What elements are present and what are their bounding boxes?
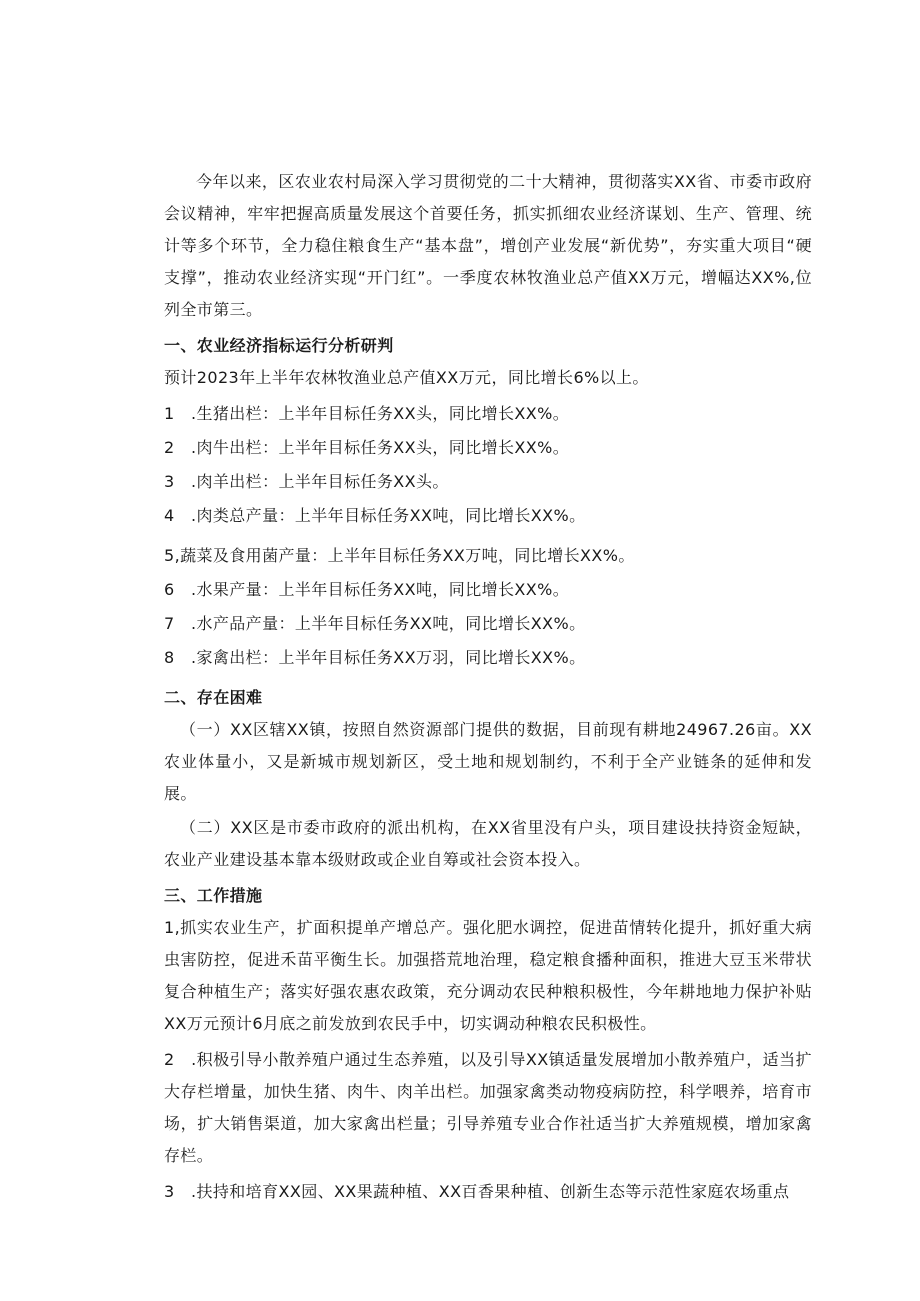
- list-item-3: 3 .肉羊出栏：上半年目标任务XX头。: [164, 472, 449, 491]
- list-item-1: 1 .生猪出栏：上半年目标任务XX头，同比增长XX%。: [164, 404, 570, 423]
- section-1-heading: 一、农业经济指标运行分析研判: [164, 336, 394, 355]
- section-2-paragraph-2-text: （二）XX区是市委市政府的派出机构，在XX省里没有户头，项目建设扶持资金短缺，农业产业建设基本靠本级财政或企业自筹或社会资本投入。: [164, 818, 812, 869]
- list-item-6: 6 .水果产量：上半年目标任务XX吨，同比增长XX%。: [164, 580, 570, 599]
- section-3-paragraph-2: 2 .积极引导小散养殖户通过生态养殖，以及引导XX镇适量发展增加小散养殖户，适当扩大存栏增量，加快生猪、肉牛、肉羊出栏。加强家禽类动物疫病防控，科学喂养，培育市场，扩大销售渠道，加大家禽出栏量；引导养殖专业合作社适当扩大养殖规模，增加家禽存栏。: [164, 1050, 812, 1165]
- list-item-7: 7 .水产品产量：上半年目标任务XX吨，同比增长XX%。: [164, 614, 586, 633]
- list-item-4: 4 .肉类总产量：上半年目标任务XX吨，同比增长XX%。: [164, 506, 586, 525]
- section-2-paragraph-2: [164, 812, 812, 876]
- section-3-heading: 三、工作措施: [164, 886, 263, 905]
- section-1-lead: 预计2023年上半年农林牧渔业总产值XX万元，同比增长6%以上。: [164, 368, 649, 387]
- section-2-heading: 二、存在困难: [164, 688, 263, 707]
- section-2-paragraph-1: [164, 714, 812, 810]
- intro-paragraph: 今年以来，区农业农村局深入学习贯彻党的二十大精神，贯彻落实XX省、市委市政府会议精神，牢牢把握高质量发展这个首要任务，抓实抓细农业经济谋划、生产、管理、统计等多个环节，全力稳住粮食生产“基本盘”，增创产业发展“新优势”，夯实重大项目“硬支撑”，推动农业经济实现“开门红”。一季度农林牧渔业总产值XX万元，增幅达XX%,位列全市第三。: [164, 172, 812, 319]
- list-item-8: 8 .家禽出栏：上半年目标任务XX万羽，同比增长XX%。: [164, 648, 586, 667]
- section-3-paragraph-1: 1,抓实农业生产，扩面积提单产增总产。强化肥水调控，促进苗情转化提升，抓好重大病虫害防控，促进禾苗平衡生长。加强搭荒地治理，稳定粮食播种面积，推进大豆玉米带状复合种植生产；落实好强农惠农政策，充分调动农民种粮积极性，今年耕地地力保护补贴XX万元预计6月底之前发放到农民手中，切实调动种粮农民积极性。: [164, 918, 812, 1033]
- document-body: [164, 166, 812, 1208]
- list-item-5: 5,蔬菜及食用菌产量：上半年目标任务XX万吨，同比增长XX%。: [164, 546, 635, 565]
- section-2-paragraph-1-text: （一）XX区辖XX镇，按照自然资源部门提供的数据，目前现有耕地24967.26亩。XX农业体量小，又是新城市规划新区，受土地和规划制约，不利于全产业链条的延伸和发展。: [164, 720, 812, 803]
- section-3-paragraph-3: 3 .扶持和培育XX园、XX果蔬种植、XX百香果种植、创新生态等示范性家庭农场重点: [164, 1182, 790, 1201]
- list-item-2: 2 .肉牛出栏：上半年目标任务XX头，同比增长XX%。: [164, 438, 570, 457]
